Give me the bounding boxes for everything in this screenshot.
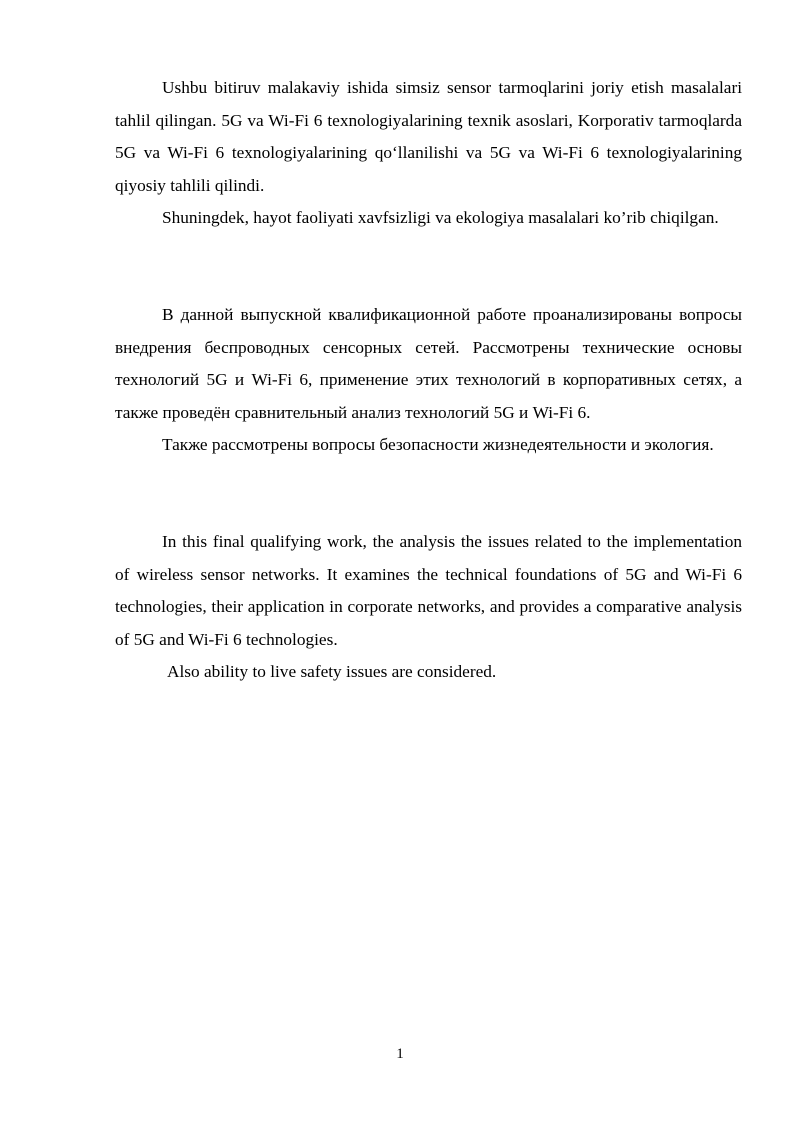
russian-paragraph-1: В данной выпускной квалификационной работе проанализированы вопросы внедрения беспроводных сенсорных сетей. Рассмотрены технические основы технологий 5G и Wi-Fi 6, применение этих технологий в корпоративных сетях, а также проведён сравнительный анализ технологий 5G и Wi-Fi 6.: [115, 304, 742, 422]
russian-paragraph-2: Также рассмотрены вопросы безопасности жизнедеятельности и экология.: [162, 435, 714, 455]
abstract-english: [115, 526, 742, 689]
abstract-uzbek: [115, 72, 742, 235]
english-paragraph-1: In this final qualifying work, the analysis the issues related to the implementation of wireless sensor networks. It examines the technical foundations of 5G and Wi-Fi 6 technologies, their application in corporate networks, and provides a comparative analysis of 5G and Wi-Fi 6 technologies.: [115, 531, 742, 649]
page-number: 1: [396, 1046, 404, 1062]
section-spacer: [115, 462, 742, 526]
uzbek-paragraph-2: Shuningdek, hayot faoliyati xavfsizligi va ekologiya masalalari ko’rib chiqilgan.: [162, 208, 719, 228]
uzbek-paragraph-1: Ushbu bitiruv malakaviy ishida simsiz sensor tarmoqlarini joriy etish masalalari tahlil qilingan. 5G va Wi-Fi 6 texnologiyalarining texnik asoslari, Korporativ tarmoqlarda 5G va Wi-Fi 6 texnologiyalarining qo‘llanilishi va 5G va Wi-Fi 6 texnologiyalarining qiyosiy tahlili qilindi.: [115, 78, 742, 195]
abstract-russian: [115, 299, 742, 462]
english-paragraph-2: Also ability to live safety issues are considered.: [167, 662, 497, 682]
section-spacer: [115, 235, 742, 299]
abstract-body: [115, 72, 742, 689]
